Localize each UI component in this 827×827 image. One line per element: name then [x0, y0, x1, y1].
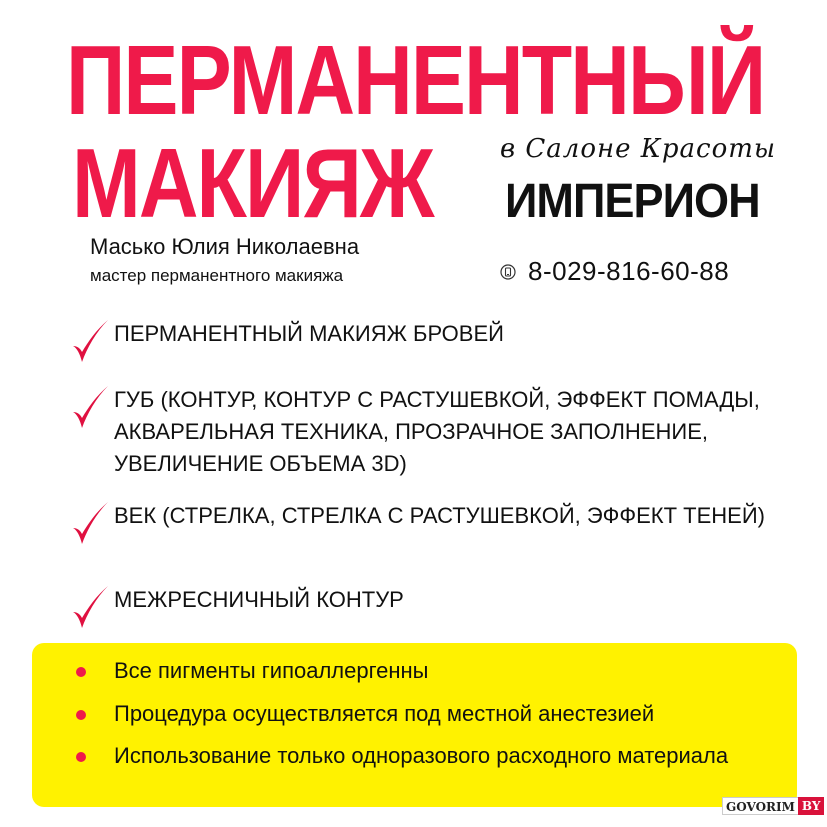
service-text: ВЕК (СТРЕЛКА, СТРЕЛКА С РАСТУШЕВКОЙ, ЭФФЕКТ ТЕНЕЙ) [114, 503, 765, 528]
phone-icon [500, 264, 516, 280]
service-item [70, 500, 790, 564]
service-item [70, 384, 790, 480]
info-text: Использование только одноразового расходного материала [114, 743, 729, 768]
headline-line-2: МАКИЯЖ [72, 129, 433, 239]
headline-line-1: ПЕРМАНЕНТНЫЙ [66, 26, 765, 136]
salon-name: ИМПЕРИОН [505, 173, 760, 228]
info-item [82, 656, 782, 686]
service-text: ПЕРМАНЕНТНЫЙ МАКИЯЖ БРОВЕЙ [114, 321, 504, 346]
watermark-text: GOVORIM [722, 797, 798, 815]
service-text: ГУБ (КОНТУР, КОНТУР С РАСТУШЕВКОЙ, ЭФФЕКТ ПОМАДЫ, АКВАРЕЛЬНАЯ ТЕХНИКА, ПРОЗРАЧНОЕ ЗАПОЛНЕНИЕ, УВЕЛИЧЕНИЕ ОБЪЕМА 3D) [114, 387, 760, 476]
info-text: Процедура осуществляется под местной анестезией [114, 701, 655, 726]
checkmark-icon [70, 584, 110, 630]
salon-script-text: в Салоне Красоты [500, 134, 777, 164]
checkmark-icon [70, 500, 110, 546]
watermark-logo [722, 797, 824, 815]
checkmark-icon [70, 384, 110, 430]
info-text: Все пигменты гипоаллергенны [114, 658, 429, 683]
bullet-dot-icon [76, 667, 86, 677]
service-item [70, 584, 790, 628]
phone-number[interactable]: 8-029-816-60-88 [528, 256, 730, 286]
info-item [82, 699, 782, 729]
info-item [82, 741, 782, 801]
watermark-domain: BY [798, 797, 825, 815]
service-item [70, 318, 790, 362]
service-text: МЕЖРЕСНИЧНЫЙ КОНТУР [114, 587, 404, 612]
bullet-dot-icon [76, 752, 86, 762]
master-title: мастер перманентного макияжа [90, 266, 344, 285]
bullet-dot-icon [76, 710, 86, 720]
checkmark-icon [70, 318, 110, 364]
master-name: Масько Юлия Николаевна [90, 234, 360, 259]
